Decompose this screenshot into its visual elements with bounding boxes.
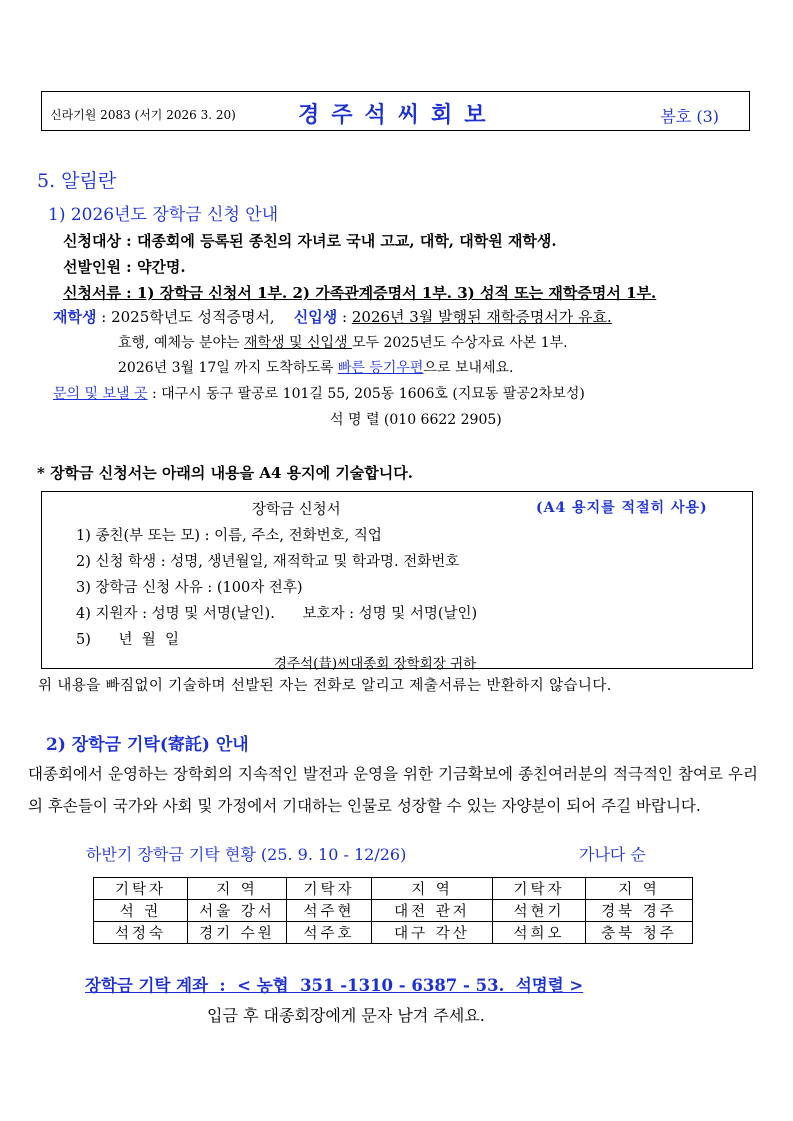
contact-address: : 대구시 동구 팔공로 101길 55, 205동 1606호 (지묘동 팔공2차보성) <box>147 386 585 402</box>
freshman-text: 2026년 3월 발행된 재학증명서가 유효. <box>351 308 612 326</box>
header-date: 신라기원 2083 (서기 2026 3. 20) <box>50 108 236 122</box>
deadline-note <box>118 357 514 377</box>
freshman-label: 신입생 <box>293 308 338 326</box>
form-item-2: 2) 신청 학생 : 성명, 생년월일, 재적학교 및 학과명. 전화번호 <box>76 554 460 570</box>
table-row <box>94 922 693 944</box>
form-item-4: 4) 지원자 : 성명 및 서명(날인). 보호자 : 성명 및 서명(날인) <box>76 606 478 622</box>
table-cell: 경기 수원 <box>188 922 287 944</box>
donation-paragraph: 대종회에서 운영하는 장학회의 지속적인 발전과 운영을 위한 기금확보에 종친여러분의 적극적인 참여로 우리의 후손들이 국가와 사회 및 가정에서 기대하는 인물로 성장할 수 있는 자양분이 되어 주길 바랍니다. <box>28 765 758 815</box>
table-header-cell: 기탁자 <box>287 878 372 900</box>
enrolled-freshman-line <box>53 306 612 327</box>
issue-label: 봄호 (3) <box>660 107 719 126</box>
section-title: 5. 알림란 <box>37 170 117 192</box>
table-cell: 석정숙 <box>94 922 188 944</box>
table-header-cell: 지 역 <box>188 878 287 900</box>
award-note-c: 모두 2025년도 수상자료 사본 1부. <box>352 335 568 351</box>
table-cell: 대전 관저 <box>372 900 493 922</box>
deadline-note-a: 2026년 3월 17일 까지 도착하도록 <box>118 360 338 376</box>
table-row <box>94 900 693 922</box>
table-cell: 경북 경주 <box>586 900 693 922</box>
table-cell: 석현기 <box>493 900 586 922</box>
contact-label: 문의 및 보낼 곳 <box>53 386 148 402</box>
enrolled-label: 재학생 <box>53 308 97 326</box>
donation-order-note: 가나다 순 <box>579 845 646 864</box>
table-cell: 석주호 <box>287 922 372 944</box>
donor-table <box>93 877 693 944</box>
table-header-row <box>94 878 693 900</box>
contact-line <box>53 383 585 403</box>
form-footer-note: 위 내용을 빠짐없이 기술하며 선발된 자는 전화로 알리고 제출서류는 반환하지 않습니다. <box>38 678 612 694</box>
application-form-box <box>41 491 753 672</box>
form-addressee: 경주석(昔)씨대종회 장학회장 귀하 <box>274 656 477 672</box>
application-target: 신청대상 : 대종회에 등록된 종친의 자녀로 국내 고교, 대학, 대학원 재학생. <box>63 232 557 250</box>
table-cell: 충북 청주 <box>586 922 693 944</box>
donation-account: 장학금 기탁 계좌 : < 농협 351 -1310 - 6387 - 53. 석명렬 > <box>85 976 584 995</box>
enrolled-text: : 2025학년도 성적증명서, <box>96 308 275 326</box>
table-header-cell: 기탁자 <box>94 878 188 900</box>
form-item-1: 1) 종친(부 또는 모) : 이름, 주소, 전화번호, 직업 <box>76 528 382 544</box>
table-cell: 서울 강서 <box>188 900 287 922</box>
form-item-3: 3) 장학금 신청 사유 : (100자 전후) <box>76 580 303 596</box>
donation-guide-title: 2) 장학금 기탁(寄託) 안내 <box>46 735 249 755</box>
form-title: 장학금 신청서 <box>252 502 341 518</box>
account-note: 입금 후 대종회장에게 문자 남겨 주세요. <box>207 1006 485 1025</box>
table-header-cell: 기탁자 <box>493 878 586 900</box>
scholarship-application-title: 1) 2026년도 장학금 신청 안내 <box>48 205 279 225</box>
donation-status-title: 하반기 장학금 기탁 현황 (25. 9. 10 - 12/26) <box>86 845 407 864</box>
freshman-sep: : <box>337 308 352 326</box>
award-note-a: 효행, 예체능 분야는 <box>118 335 244 351</box>
table-cell: 석희오 <box>493 922 586 944</box>
form-paper-note: (A4 용지를 적절히 사용) <box>536 500 708 516</box>
registered-mail-text: 빠른 등기우편 <box>337 360 424 376</box>
newsletter-title: 경주석씨회보 <box>298 102 498 128</box>
form-intro: * 장학금 신청서는 아래의 내용을 A4 용지에 기술합니다. <box>37 464 413 482</box>
award-note <box>118 332 568 352</box>
table-header-cell: 지 역 <box>586 878 693 900</box>
contact-person: 석 명 렬 (010 6622 2905) <box>330 412 502 428</box>
table-cell: 석 권 <box>94 900 188 922</box>
form-item-5: 5) 년 월 일 <box>76 632 179 648</box>
table-cell: 석주현 <box>287 900 372 922</box>
newsletter-header <box>41 91 750 131</box>
selection-count: 선발인원 : 약간명. <box>63 258 186 276</box>
deadline-note-c: 으로 보내세요. <box>423 360 514 376</box>
table-header-cell: 지 역 <box>372 878 493 900</box>
required-documents: 신청서류 : 1) 장학금 신청서 1부. 2) 가족관계증명서 1부. 3) 성적 또는 재학증명서 1부. <box>63 284 657 302</box>
award-note-b: 재학생 및 신입생 <box>244 335 353 351</box>
table-cell: 대구 각산 <box>372 922 493 944</box>
